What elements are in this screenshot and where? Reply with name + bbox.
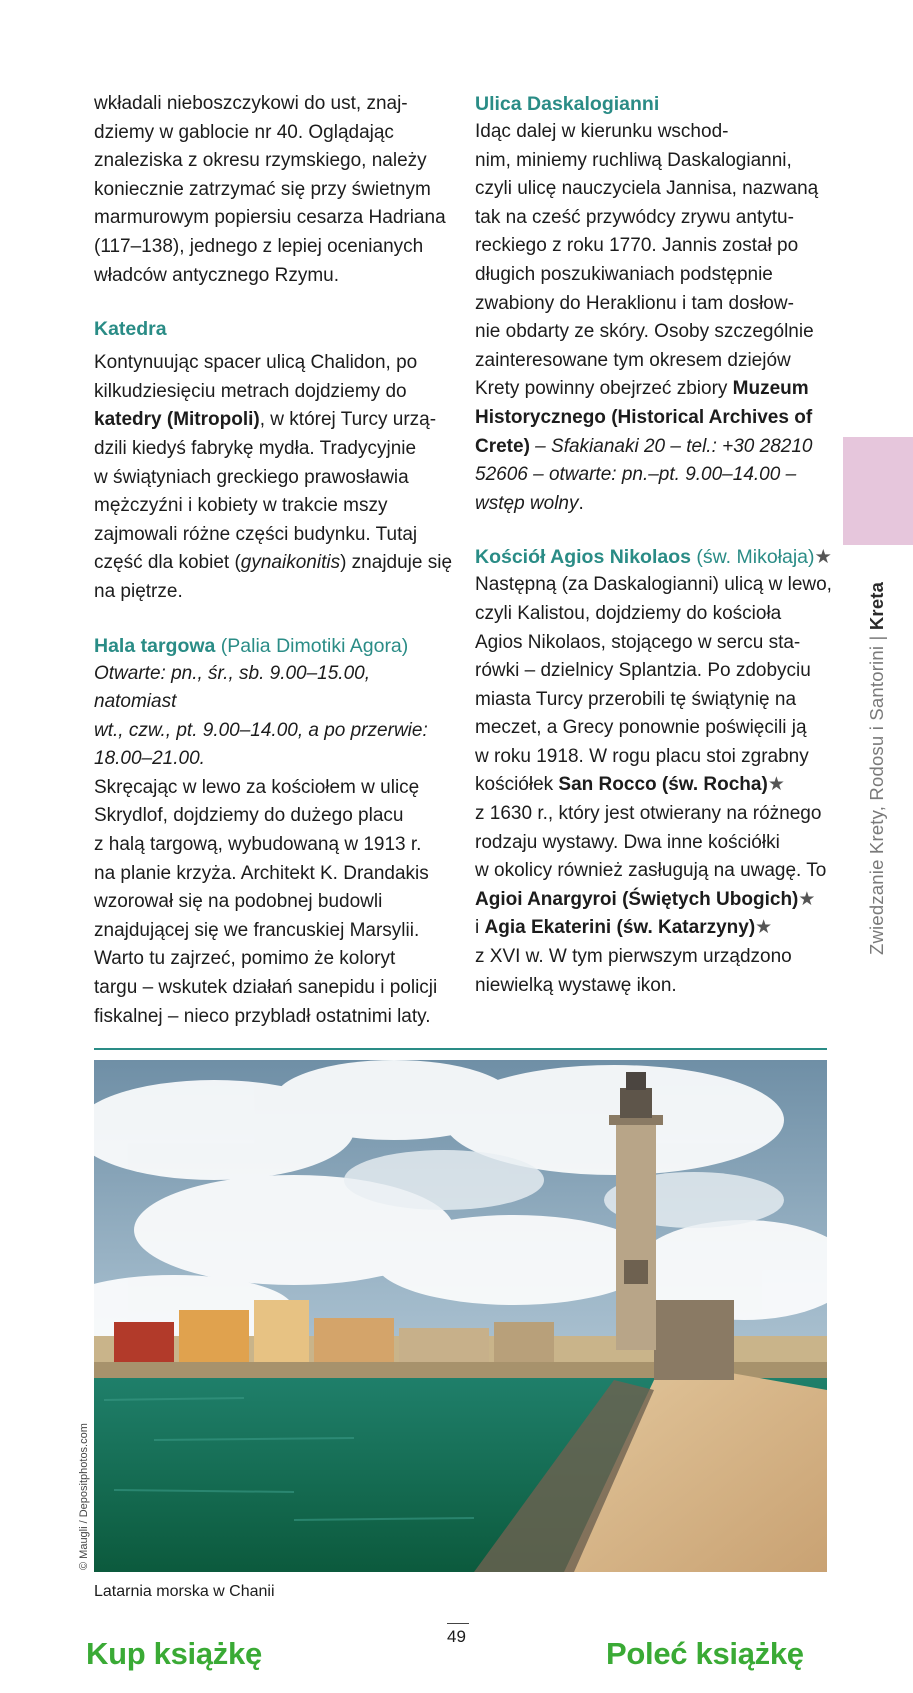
right-column <box>475 90 835 1000</box>
lighthouse-photo <box>94 1060 827 1572</box>
running-header <box>866 582 888 955</box>
katedra-line-rest: , w której Turcy urzą- <box>259 409 437 431</box>
katedra-heading: Katedra <box>94 318 167 341</box>
museum-info: – Sfakianaki 20 – tel.: +30 28210 <box>529 435 813 457</box>
nikolaos-line-part: i <box>475 917 485 939</box>
daskalogianni-line: zwabiony do Heraklionu i tam dosłow- <box>475 292 794 314</box>
katedra-line: kilkudziesięciu metrach dojdziemy do <box>94 380 407 402</box>
katedra-line <box>94 549 454 578</box>
left-column <box>94 90 454 1031</box>
nikolaos-line: rodzaju wystawy. Dwa inne kościółki <box>475 831 780 853</box>
katedra-line-part: część dla kobiet ( <box>94 552 241 574</box>
star-icon: ★ <box>755 917 773 939</box>
nikolaos-line: w roku 1918. W rogu placu stoi zgrabny <box>475 745 809 767</box>
star-icon: ★ <box>814 546 833 569</box>
daskalogianni-line: długich poszukiwaniach podstępnie <box>475 263 773 285</box>
katedra-name: katedry (Mitropoli) <box>94 409 260 431</box>
hala-line: fiskalnej – nieco przybladł ostatnimi laty. <box>94 1005 431 1027</box>
intro-line: (117–138), jednego z lepiej ocenianych <box>94 235 424 257</box>
katedra-line-part: ) znajduje się <box>340 552 453 574</box>
hala-line: z halą targową, wybudowaną w 1913 r. <box>94 834 422 856</box>
intro-line: dziemy w gablocie nr 40. Oglądając <box>94 121 394 143</box>
intro-line: władców antycznego Rzymu. <box>94 264 339 286</box>
hala-hours: wt., czw., pt. 9.00–14.00, a po przerwie: <box>94 719 428 741</box>
daskalogianni-line <box>475 375 835 404</box>
nikolaos-line: rówki – dzielnicy Splantzia. Po zdobyciu <box>475 660 811 682</box>
intro-line: marmurowym popiersiu cesarza Hadriana <box>94 207 446 229</box>
daskalogianni-heading: Ulica Daskalogianni <box>475 93 660 115</box>
nikolaos-line: w okolicy również zasługują na uwagę. To <box>475 860 827 882</box>
hala-line: Skręcając w lewo za kościołem w ulicę <box>94 776 420 798</box>
hala-line: Warto tu zajrzeć, pomimo że koloryt <box>94 948 396 970</box>
daskalogianni-line: nim, miniemy ruchliwą Daskalogianni, <box>475 149 792 171</box>
nikolaos-line: niewielką wystawę ikon. <box>475 974 677 996</box>
nikolaos-title: Kościół Agios Nikolaos <box>475 546 691 569</box>
nikolaos-line: z 1630 r., który jest otwierany na różnego <box>475 803 822 825</box>
katedra-line: w świątyniach greckiego prawosławia <box>94 466 409 488</box>
katedra-line: Kontynuując spacer ulicą Chalidon, po <box>94 352 418 374</box>
nikolaos-line-part: kościółek <box>475 774 559 796</box>
nikolaos-line <box>475 886 835 915</box>
nikolaos-line: czyli Kalistou, dojdziemy do kościoła <box>475 602 782 624</box>
church-name: Agioi Anargyroi (Świętych Ubogich) <box>475 888 799 910</box>
intro-line: koniecznie zatrzymać się przy świetnym <box>94 178 431 200</box>
hala-hours: Otwarte: pn., śr., sb. 9.00–15.00, natomiast <box>94 662 371 713</box>
museum-name: Crete) <box>475 435 530 457</box>
daskalogianni-line <box>475 404 835 433</box>
daskalogianni-line <box>475 433 835 462</box>
recommend-book-link[interactable]: Poleć książkę <box>606 1636 804 1671</box>
nikolaos-line: miasta Turcy przerobili tę świątynię na <box>475 688 797 710</box>
katedra-line: mężczyźni i kobiety w trakcie mszy <box>94 495 388 517</box>
hala-line: targu – wskutek działań sanepidu i policji <box>94 977 438 999</box>
katedra-line: na piętrze. <box>94 580 183 602</box>
katedra-line <box>94 406 454 435</box>
hala-heading <box>94 632 454 660</box>
museum-info: 52606 – otwarte: pn.–pt. 9.00–14.00 – <box>475 464 797 486</box>
nikolaos-line: Agios Nikolaos, stojącego w sercu sta- <box>475 631 801 653</box>
hala-subtitle: (Palia Dimotiki Agora) <box>215 634 409 657</box>
nikolaos-line: z XVI w. W tym pierwszym urządzono <box>475 946 792 968</box>
daskalogianni-line: reckiego z roku 1770. Jannis został po <box>475 235 799 257</box>
hala-line: znajdującej się we francuskiej Marsylii. <box>94 919 420 941</box>
nikolaos-line: meczet, a Grecy ponownie poświęcili ją <box>475 717 807 739</box>
running-header-chapter: Kreta <box>866 581 887 631</box>
katedra-line: dzili kiedyś fabrykę mydła. Tradycyjnie <box>94 437 417 459</box>
hala-title: Hala targowa <box>94 634 216 657</box>
church-name: San Rocco (św. Rocha) <box>558 774 768 796</box>
star-icon: ★ <box>798 888 816 910</box>
katedra-line: zajmowali różne części budynku. Tutaj <box>94 523 418 545</box>
intro-line: wkładali nieboszczykowi do ust, znaj- <box>94 93 408 114</box>
photo-caption: Latarnia morska w Chanii <box>94 1583 275 1600</box>
daskalogianni-line <box>475 490 835 519</box>
nikolaos-subtitle: (św. Mikołaja) <box>691 546 815 569</box>
daskalogianni-line: zainteresowane tym okresem dziejów <box>475 349 791 371</box>
daskalogianni-line-part: Krety powinny obejrzeć zbiory <box>475 378 733 400</box>
page-number: 49 <box>447 1627 466 1646</box>
nikolaos-line <box>475 771 835 800</box>
hala-line: wzorował się na podobnej budowli <box>94 891 383 913</box>
running-header-section: Zwiedzanie Krety, Rodosu i Santorini | <box>866 630 887 955</box>
museum-name: Historycznego (Historical Archives of <box>475 406 813 428</box>
daskalogianni-line: czyli ulicę nauczyciela Jannisa, nazwaną <box>475 178 819 200</box>
nikolaos-line <box>475 914 835 943</box>
museum-name: Muzeum <box>732 378 809 400</box>
chapter-tab <box>843 437 913 545</box>
intro-line: znaleziska z okresu rzymskiego, należy <box>94 150 427 172</box>
star-icon: ★ <box>767 774 785 796</box>
hala-line: na planie krzyża. Architekt K. Drandakis <box>94 862 429 884</box>
daskalogianni-line-part: . <box>578 492 584 514</box>
gynaikonitis-term: gynaikonitis <box>240 552 341 574</box>
daskalogianni-line: tak na cześć przywódcy zrywu antytu- <box>475 206 794 228</box>
hala-hours: 18.00–21.00. <box>94 748 205 770</box>
hala-line: Skrydlof, dojdziemy do dużego placu <box>94 805 404 827</box>
page-number-rule <box>447 1623 469 1624</box>
church-name: Agia Ekaterini (św. Katarzyny) <box>484 917 756 939</box>
museum-info: wstęp wolny <box>475 492 579 514</box>
daskalogianni-line: nie obdarty ze skóry. Osoby szczególnie <box>475 321 814 343</box>
daskalogianni-line: Idąc dalej w kierunku wschod- <box>475 121 729 142</box>
section-divider <box>94 1048 827 1050</box>
nikolaos-heading <box>475 543 835 571</box>
nikolaos-line: Następną (za Daskalogianni) ulicą w lewo, <box>475 574 832 596</box>
buy-book-link[interactable]: Kup książkę <box>86 1636 262 1671</box>
photo-credit: © Maugli / Depositphotos.com <box>78 1423 90 1570</box>
